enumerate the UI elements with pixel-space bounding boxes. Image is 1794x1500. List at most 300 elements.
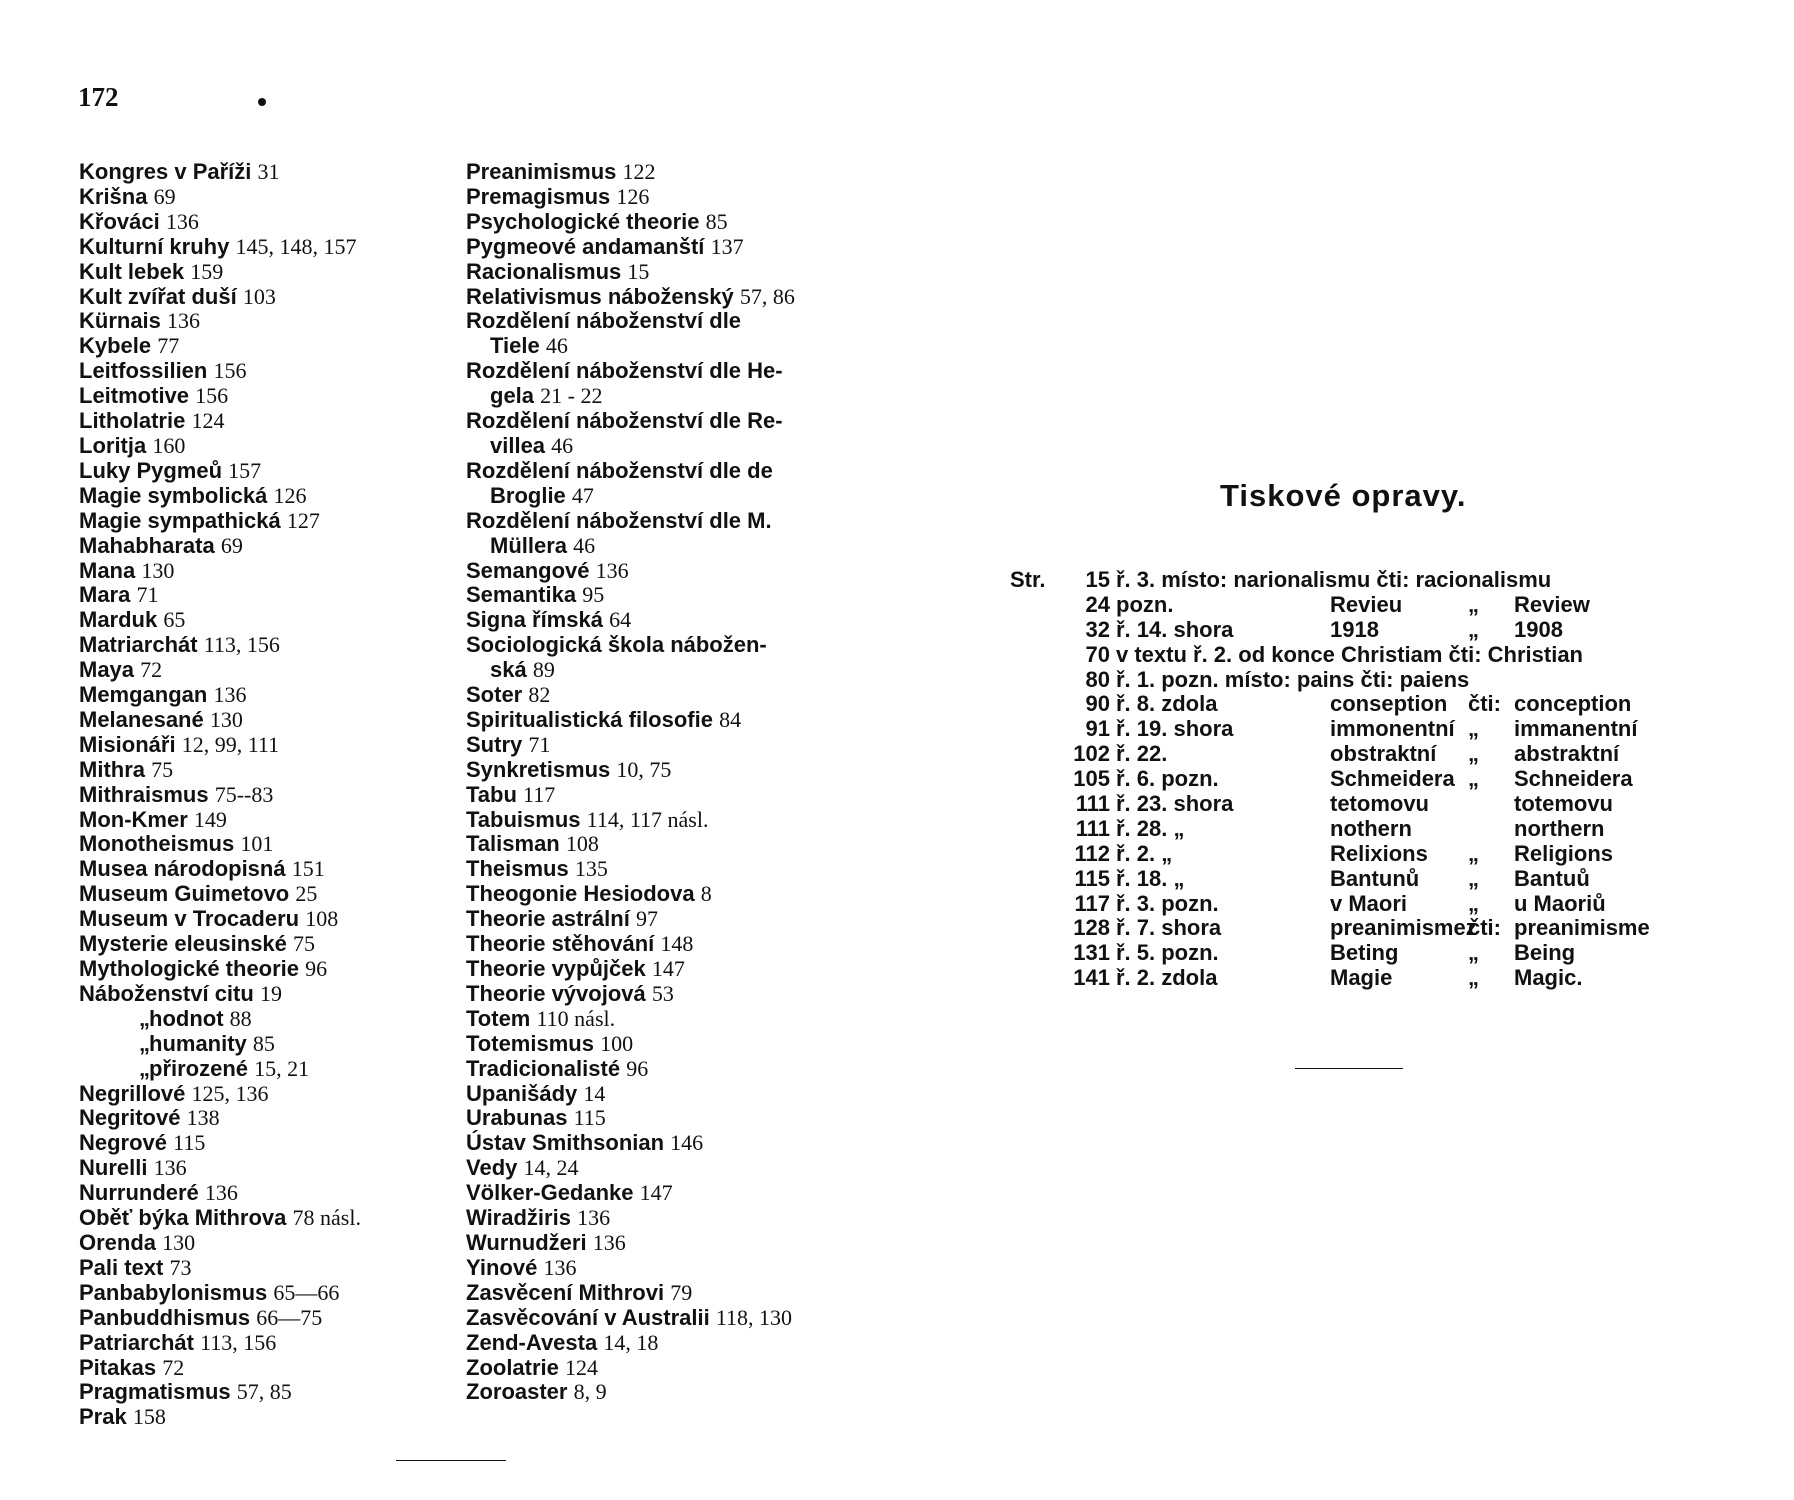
index-term: Panbuddhismus (79, 1304, 251, 1330)
errata-str-label: Str. (1010, 567, 1046, 592)
index-entry (466, 932, 795, 957)
index-term: Maya (79, 657, 135, 683)
index-entry (466, 1106, 795, 1131)
index-page-refs: 84 (719, 706, 742, 732)
index-entry (466, 1231, 795, 1256)
index-entry (466, 509, 795, 534)
errata-location: ř. 18. „ (1116, 865, 1185, 891)
errata-row (1010, 717, 1680, 742)
errata-right: preanimisme (1514, 915, 1650, 941)
index-page-refs: 95 (582, 582, 605, 608)
index-page-refs: 136 (213, 682, 247, 708)
ditto-mark: „ (139, 1055, 150, 1081)
index-term: Theismus (466, 856, 569, 882)
index-entry (466, 783, 795, 808)
errata-row (1010, 867, 1680, 892)
errata-page: 141 (1073, 965, 1110, 991)
errata-wrong: conseption (1330, 691, 1448, 717)
index-term: gela (490, 383, 535, 409)
index-term: Mon-Kmer (79, 806, 188, 832)
errata-read-label: čti: (1468, 915, 1501, 941)
index-page-refs: 158 (132, 1404, 166, 1430)
index-entry (79, 932, 361, 957)
errata-page: 90 (1085, 691, 1110, 717)
index-term: Musea národopisná (79, 856, 286, 882)
index-entry (466, 309, 795, 334)
index-page-refs: 72 (162, 1354, 185, 1380)
index-page-refs: 19 (259, 980, 282, 1006)
index-page-refs: 125, 136 (191, 1080, 269, 1106)
index-entry (79, 733, 361, 758)
index-entry (466, 1181, 795, 1206)
index-entry (466, 1356, 795, 1381)
index-term: Sociologická škola nábožen- (466, 632, 767, 658)
index-page-refs: 73 (169, 1254, 192, 1280)
page-number: 172 (78, 82, 119, 112)
index-page-refs: 78 násl. (292, 1205, 361, 1231)
index-page-refs: 117 (523, 781, 556, 807)
index-page-refs: 14, 24 (523, 1155, 579, 1181)
index-entry (466, 235, 795, 260)
errata-wrong: Beting (1330, 940, 1399, 966)
errata-right: u Maoriů (1514, 890, 1606, 916)
index-page-refs: 108 (565, 831, 599, 857)
index-term: Theorie vývojová (466, 980, 646, 1006)
index-term: Leitmotive (79, 383, 190, 409)
index-term: Spiritualistická filosofie (466, 706, 713, 732)
errata-page: 32 (1085, 616, 1110, 642)
index-page-refs: 103 (242, 283, 276, 309)
errata-right: abstraktní (1514, 741, 1620, 767)
errata-page: 111 (1075, 815, 1110, 841)
index-term: Urabunas (466, 1105, 568, 1131)
index-term: Tabu (466, 781, 517, 807)
index-page-refs: 75--83 (214, 781, 274, 807)
errata-row (1010, 767, 1680, 792)
index-entry (466, 1380, 795, 1405)
index-entry (466, 583, 795, 608)
errata-location: pozn. (1116, 591, 1174, 617)
index-page-refs: 108 (305, 906, 339, 932)
ditto-mark: „ (139, 1005, 150, 1031)
index-term: Náboženství citu (79, 980, 254, 1006)
index-page-refs: 71 (528, 731, 551, 757)
index-term: Zasvěcování v Australii (466, 1304, 710, 1330)
errata-page: 24 (1085, 591, 1110, 617)
index-entry (466, 1256, 795, 1281)
index-page-refs: 85 (705, 208, 728, 234)
errata-location: ř. 23. shora (1116, 791, 1234, 817)
index-term: Museum v Trocaderu (79, 906, 300, 932)
index-term: Kult zvířat duší (79, 283, 237, 309)
index-term: Zoolatrie (466, 1354, 559, 1380)
index-page-refs: 126 (273, 482, 307, 508)
index-page-refs: 113, 156 (200, 1329, 277, 1355)
index-page-refs: 118, 130 (715, 1304, 793, 1330)
errata-read-label: „ (1468, 890, 1479, 916)
index-term: Ústav Smithsonian (466, 1130, 665, 1156)
index-term: Völker-Gedanke (466, 1180, 634, 1206)
errata-location: ř. 7. shora (1116, 915, 1222, 941)
index-page-refs: 15 (627, 258, 650, 284)
index-entry (79, 708, 361, 733)
index-entry (79, 1181, 361, 1206)
index-page-refs: 157 (228, 457, 262, 483)
index-entry (79, 1306, 361, 1331)
errata-right: Being (1514, 940, 1576, 966)
index-entry (79, 559, 361, 584)
index-page-refs: 136 (577, 1205, 611, 1231)
index-page-refs: 12, 99, 111 (181, 731, 280, 757)
index-page-refs: 145, 148, 157 (235, 233, 357, 259)
index-entry (79, 160, 361, 185)
errata-right: Bantuů (1514, 865, 1590, 891)
index-term: Krišna (79, 183, 148, 209)
index-page-refs: 135 (574, 856, 608, 882)
index-page-refs: 96 (305, 956, 328, 981)
index-term: Luky Pygmeů (79, 457, 223, 483)
index-entry (466, 334, 795, 359)
errata-location: ř. 6. pozn. (1116, 766, 1219, 792)
errata-title: Tiskové opravy. (1220, 478, 1467, 513)
index-term: Memgangan (79, 682, 208, 708)
index-page-refs: 115 (573, 1105, 606, 1131)
index-end-divider (396, 1460, 506, 1461)
index-term: Orenda (79, 1229, 157, 1255)
errata-right: conception (1514, 691, 1632, 717)
index-term: Pragmatismus (79, 1379, 231, 1405)
index-page-refs: 136 (153, 1155, 187, 1181)
index-entry (79, 534, 361, 559)
index-term: Rozdělení náboženství dle M. (466, 507, 772, 533)
index-entry (466, 160, 795, 185)
errata-read-label: „ (1468, 965, 1479, 991)
index-term: Müllera (490, 532, 568, 558)
index-term: Pali text (79, 1254, 164, 1280)
index-entry (79, 1281, 361, 1306)
index-term: Křováci (79, 208, 160, 234)
index-page-refs: 75 (151, 756, 174, 782)
index-term: Melanesané (79, 706, 204, 732)
index-term: Signa římská (466, 607, 603, 633)
index-term: Patriarchát (79, 1329, 194, 1355)
index-entry (79, 1206, 361, 1231)
index-page-refs: 46 (573, 532, 596, 558)
index-term: Tabuismus (466, 806, 581, 832)
index-page-refs: 71 (136, 582, 159, 608)
index-term: Mahabharata (79, 532, 215, 558)
errata-read-label: „ (1468, 716, 1479, 742)
errata-row (1010, 618, 1680, 643)
errata-read-label: „ (1468, 591, 1479, 617)
index-term: Negrové (79, 1130, 168, 1156)
index-entry (79, 359, 361, 384)
errata-end-divider (1295, 1068, 1403, 1069)
index-entry (79, 459, 361, 484)
index-entry (79, 235, 361, 260)
index-entry (466, 1082, 795, 1107)
index-term: Mythologické theorie (79, 956, 300, 981)
index-term: Preanimismus (466, 159, 617, 184)
index-entry (79, 1380, 361, 1405)
index-term: villea (490, 432, 546, 458)
index-entry (79, 309, 361, 334)
errata-wrong: Revieu (1330, 591, 1403, 617)
errata-page: 70 (1085, 641, 1110, 667)
index-entry (79, 1082, 361, 1107)
errata-table (1010, 568, 1680, 991)
index-page-refs: 124 (191, 408, 225, 434)
index-term: Talisman (466, 831, 560, 857)
index-page-refs: 97 (635, 906, 658, 932)
index-entry (79, 260, 361, 285)
index-page-refs: 159 (190, 258, 224, 284)
index-page-refs: 136 (204, 1180, 238, 1206)
index-term: Kongres v Paříži (79, 159, 252, 184)
errata-page: 131 (1073, 940, 1110, 966)
errata-wrong: Bantunů (1330, 865, 1420, 891)
index-page-refs: 147 (639, 1180, 673, 1206)
index-page-refs: 127 (286, 507, 320, 533)
errata-row (1010, 742, 1680, 767)
index-page-refs: 8, 9 (573, 1379, 607, 1405)
errata-location: ř. 28. „ (1116, 815, 1185, 841)
index-page-refs: 137 (710, 233, 744, 259)
index-term: Rozdělení náboženství dle Re- (466, 408, 783, 434)
index-term: Theorie astrální (466, 906, 630, 932)
index-entry (79, 384, 361, 409)
errata-wrong: tetomovu (1330, 791, 1429, 817)
errata-right: totemovu (1514, 791, 1613, 817)
index-term: Kybele (79, 333, 152, 359)
index-page-refs: 53 (651, 980, 674, 1006)
index-entry (79, 484, 361, 509)
errata-row (1010, 966, 1680, 991)
errata-page: 91 (1085, 716, 1110, 742)
index-entry (79, 683, 361, 708)
index-term: Pitakas (79, 1354, 157, 1380)
index-page-refs: 101 (240, 831, 274, 857)
index-term: Rozdělení náboženství dle de (466, 457, 773, 483)
index-term: Semangové (466, 557, 590, 583)
index-term: Zoroaster (466, 1379, 568, 1405)
errata-page: 80 (1085, 666, 1110, 692)
errata-wrong: Magie (1330, 965, 1393, 991)
errata-row (1010, 817, 1680, 842)
index-page-refs: 69 (220, 532, 243, 558)
index-entry (466, 882, 795, 907)
index-entry (79, 608, 361, 633)
errata-location: ř. 14. shora (1116, 616, 1234, 642)
index-entry (466, 683, 795, 708)
index-term: Prak (79, 1404, 127, 1430)
index-entry (466, 409, 795, 434)
index-page-refs: 114, 117 násl. (586, 806, 709, 832)
errata-right: Review (1514, 591, 1590, 617)
index-entry (79, 857, 361, 882)
errata-right: immanentní (1514, 716, 1638, 742)
stray-ink-mark (258, 98, 266, 106)
errata-page: 115 (1074, 865, 1110, 891)
errata-read-label: „ (1468, 840, 1479, 866)
index-page-refs: 64 (609, 607, 632, 633)
index-entry (466, 982, 795, 1007)
errata-read-label: „ (1468, 741, 1479, 767)
errata-wrong: immonentní (1330, 716, 1455, 742)
errata-row (1010, 668, 1680, 693)
index-page-refs: 14, 18 (603, 1329, 659, 1355)
index-term: Psychologické theorie (466, 208, 700, 234)
index-term: Pygmeové andamanští (466, 233, 705, 259)
index-page-refs: 57, 85 (236, 1379, 292, 1405)
index-entry (466, 285, 795, 310)
index-term: Upanišády (466, 1080, 578, 1106)
index-term: Totem (466, 1005, 531, 1031)
index-entry (466, 957, 795, 982)
index-term: Magie sympathická (79, 507, 281, 533)
index-page-refs: 85 (252, 1030, 275, 1056)
index-entry (466, 1131, 795, 1156)
index-term: Leitfossilien (79, 358, 208, 384)
errata-page: 111 (1075, 791, 1110, 817)
index-page-refs: 66—75 (256, 1304, 323, 1330)
index-entry (79, 1156, 361, 1181)
index-entry (466, 434, 795, 459)
index-entry (466, 907, 795, 932)
index-page-refs: 75 (293, 931, 316, 957)
index-entry (79, 285, 361, 310)
index-entry (79, 758, 361, 783)
index-entry (79, 1231, 361, 1256)
index-column-middle (466, 160, 795, 1405)
errata-row (1010, 593, 1680, 618)
errata-location: ř. 22. (1116, 741, 1168, 767)
index-term: Nurelli (79, 1155, 148, 1181)
index-page-refs: 124 (565, 1354, 599, 1380)
index-entry (466, 1331, 795, 1356)
index-page-refs: 160 (152, 432, 186, 458)
index-page-refs: 130 (209, 706, 243, 732)
index-entry (79, 1106, 361, 1131)
index-entry (79, 185, 361, 210)
index-page-refs: 147 (651, 956, 685, 981)
index-page-refs: 110 násl. (536, 1005, 616, 1031)
index-entry (466, 1281, 795, 1306)
index-entry (466, 260, 795, 285)
index-page-refs: 65—66 (273, 1279, 340, 1305)
ditto-mark: „ (139, 1030, 150, 1056)
index-page-refs: 136 (165, 208, 199, 234)
errata-wrong: nothern (1330, 815, 1412, 841)
errata-location: ř. 3. pozn. (1116, 890, 1219, 916)
index-term: Kult lebek (79, 258, 185, 284)
errata-right: Schneidera (1514, 766, 1633, 792)
errata-row (1010, 842, 1680, 867)
index-term: Wurnudžeri (466, 1229, 587, 1255)
index-page-refs: 122 (622, 159, 656, 184)
index-entry (79, 1331, 361, 1356)
index-term: Mithraismus (79, 781, 209, 807)
index-term: Matriarchát (79, 632, 198, 658)
index-term: Mithra (79, 756, 145, 782)
index-term: Loritja (79, 432, 147, 458)
index-entry (79, 1057, 361, 1082)
index-page-refs: 14 (583, 1080, 606, 1106)
errata-location: ř. 2. zdola (1116, 965, 1218, 991)
index-page-refs: 21 - 22 (540, 383, 603, 409)
index-entry (79, 1131, 361, 1156)
index-term: Vedy (466, 1155, 518, 1181)
index-entry (466, 484, 795, 509)
index-entry (79, 334, 361, 359)
index-page-refs: 100 (600, 1030, 634, 1056)
index-entry (466, 1206, 795, 1231)
index-page-refs: 8 (700, 881, 712, 907)
index-page-refs: 82 (528, 682, 551, 708)
errata-page: 117 (1074, 890, 1110, 916)
index-page-refs: 149 (193, 806, 227, 832)
index-page-refs: 25 (295, 881, 318, 907)
index-page-refs: 130 (141, 557, 175, 583)
index-term: Zasvěcení Mithrovi (466, 1279, 665, 1305)
index-page-refs: 46 (551, 432, 574, 458)
index-entry (466, 1007, 795, 1032)
index-page-refs: 136 (543, 1254, 577, 1280)
index-term: hodnot (149, 1005, 224, 1031)
index-page-refs: 138 (186, 1105, 220, 1131)
errata-row (1010, 568, 1680, 593)
index-term: Museum Guimetovo (79, 881, 290, 907)
index-page-refs: 126 (616, 183, 650, 209)
index-term: Theorie vypůjček (466, 956, 646, 981)
index-term: Kürnais (79, 308, 161, 334)
errata-right: 1908 (1514, 616, 1563, 642)
index-entry (466, 534, 795, 559)
index-entry (79, 210, 361, 235)
index-entry (466, 808, 795, 833)
index-term: Sutry (466, 731, 523, 757)
index-term: Oběť býka Mithrova (79, 1205, 287, 1231)
index-term: Soter (466, 682, 523, 708)
index-page-refs: 79 (670, 1279, 693, 1305)
index-term: Rozdělení náboženství dle (466, 308, 742, 334)
index-term: Semantika (466, 582, 577, 608)
index-page-refs: 130 (162, 1229, 196, 1255)
index-entry (79, 808, 361, 833)
index-term: Nurrunderé (79, 1180, 199, 1206)
index-entry (466, 1057, 795, 1082)
index-page-refs: 156 (213, 358, 247, 384)
index-page-refs: 10, 75 (616, 756, 672, 782)
errata-wrong: Relixions (1330, 840, 1428, 866)
index-entry (466, 1032, 795, 1057)
index-page-refs: 88 (229, 1005, 252, 1031)
index-page-refs: 57, 86 (739, 283, 795, 309)
index-term: humanity (149, 1030, 247, 1056)
index-term: Tiele (490, 333, 540, 359)
index-entry (466, 210, 795, 235)
errata-location: ř. 2. „ (1116, 840, 1173, 866)
index-term: Totemismus (466, 1030, 594, 1056)
index-page-refs: 46 (545, 333, 568, 359)
index-entry (79, 1356, 361, 1381)
errata-read-label: „ (1468, 865, 1479, 891)
index-term: Negritové (79, 1105, 181, 1131)
index-entry (79, 882, 361, 907)
index-entry (466, 608, 795, 633)
index-term: Rozdělení náboženství dle He- (466, 358, 783, 384)
index-entry (466, 758, 795, 783)
